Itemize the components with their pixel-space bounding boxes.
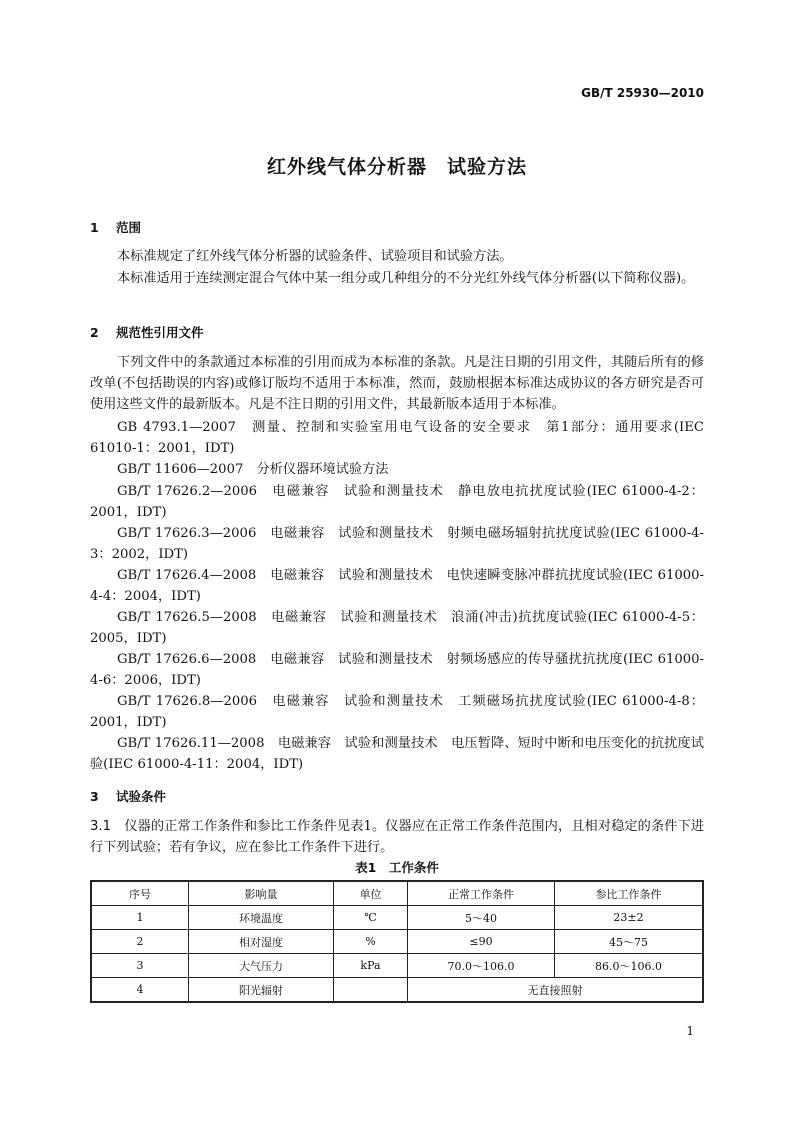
- table-cell: 相对湿度: [189, 930, 334, 954]
- standard-number: GB/T 25930—2010: [581, 86, 704, 100]
- page-number: 1: [686, 1024, 694, 1038]
- table-cell: ≤90: [408, 930, 555, 954]
- table-cell: 3: [91, 954, 189, 978]
- table-cell: [334, 978, 408, 1003]
- table-cell: 86.0～106.0: [555, 954, 704, 978]
- table-cell: 无直接照射: [408, 978, 704, 1003]
- table-cell: ℃: [334, 906, 408, 930]
- reference-item: GB/T 17626.2—2006 电磁兼容 试验和测量技术 静电放电抗扰度试验(IEC 61000-4-2：2001，IDT): [90, 484, 704, 520]
- reference-item: GB/T 17626.8—2006 电磁兼容 试验和测量技术 工频磁场抗扰度试验(IEC 61000-4-8：2001，IDT): [90, 694, 704, 730]
- paragraph: 下列文件中的条款通过本标准的引用而成为本标准的条款。凡是注日期的引用文件，其随后所有的修改单(不包括勘误的内容)或修订版均不适用于本标准，然而，鼓励根据本标准达成协议的各方研究是否可使用这些文件的最新版本。凡是不注日期的引用文件，其最新版本适用于本标准。: [90, 355, 704, 412]
- reference-item: GB/T 17626.6—2008 电磁兼容 试验和测量技术 射频场感应的传导骚扰抗扰度(IEC 61000-4-6：2006，IDT): [90, 652, 704, 688]
- section-number: 1: [90, 220, 99, 235]
- table-cell: kPa: [334, 954, 408, 978]
- reference-item: GB/T 17626.3—2006 电磁兼容 试验和测量技术 射频电磁场辐射抗扰度试验(IEC 61000-4-3：2002，IDT): [90, 526, 704, 562]
- section-title: 规范性引用文件: [116, 325, 204, 340]
- section-3-heading: [90, 786, 704, 807]
- table-cell: 环境温度: [189, 906, 334, 930]
- table-header-cell: 单位: [334, 881, 408, 906]
- table-header-cell: 序号: [91, 881, 189, 906]
- table-row: [91, 930, 703, 954]
- section-number: 2: [90, 325, 99, 340]
- subclause-number: 3.1: [90, 819, 111, 834]
- section-2-heading: [90, 322, 704, 343]
- table-cell: 1: [91, 906, 189, 930]
- table-cell: 5～40: [408, 906, 555, 930]
- reference-item: GB/T 11606—2007 分析仪器环境试验方法: [117, 462, 389, 477]
- table-header-cell: 正常工作条件: [408, 881, 555, 906]
- table-row: [91, 978, 703, 1003]
- subclause-3-1: [90, 816, 704, 858]
- table-cell: 2: [91, 930, 189, 954]
- document-title: 红外线气体分析器 试验方法: [266, 156, 527, 178]
- reference-item: GB/T 17626.4—2008 电磁兼容 试验和测量技术 电快速瞬变脉冲群抗扰度试验(IEC 61000-4-4：2004，IDT): [90, 568, 704, 604]
- table-header-cell: 参比工作条件: [555, 881, 704, 906]
- paragraph: 本标准规定了红外线气体分析器的试验条件、试验项目和试验方法。: [117, 249, 513, 264]
- section-title: 范围: [116, 220, 142, 235]
- table-cell: %: [334, 930, 408, 954]
- table-cell: 大气压力: [189, 954, 334, 978]
- reference-item: GB 4793.1—2007 测量、控制和实验室用电气设备的安全要求 第1部分：通用要求(IEC 61010-1：2001，IDT): [90, 420, 704, 456]
- table-row: [91, 906, 703, 930]
- table-cell: 23±2: [555, 906, 704, 930]
- section-1-heading: [90, 217, 704, 238]
- subclause-text: 仪器的正常工作条件和参比工作条件见表1。仪器应在正常工作条件范围内，且相对稳定的条件下进行下列试验；若有争议，应在参比工作条件下进行。: [90, 819, 705, 855]
- section-title: 试验条件: [116, 789, 167, 804]
- reference-item: GB/T 17626.5—2008 电磁兼容 试验和测量技术 浪涌(冲击)抗扰度试验(IEC 61000-4-5：2005，IDT): [90, 610, 704, 646]
- table-caption: 表1 工作条件: [355, 860, 439, 875]
- table-cell: 70.0～106.0: [408, 954, 555, 978]
- table-row: [91, 954, 703, 978]
- table-cell: 阳光辐射: [189, 978, 334, 1003]
- section-number: 3: [90, 789, 99, 804]
- table-header-row: [91, 881, 703, 906]
- reference-item: GB/T 17626.11—2008 电磁兼容 试验和测量技术 电压暂降、短时中断和电压变化的抗扰度试验(IEC 61000-4-11：2004，IDT): [90, 736, 704, 772]
- paragraph: 本标准适用于连续测定混合气体中某一组分或几种组分的不分光红外线气体分析器(以下简称仪器)。: [117, 271, 695, 286]
- table-header-cell: 影响量: [189, 881, 334, 906]
- table-cell: 45～75: [555, 930, 704, 954]
- working-conditions-table: [90, 880, 704, 1003]
- table-cell: 4: [91, 978, 189, 1003]
